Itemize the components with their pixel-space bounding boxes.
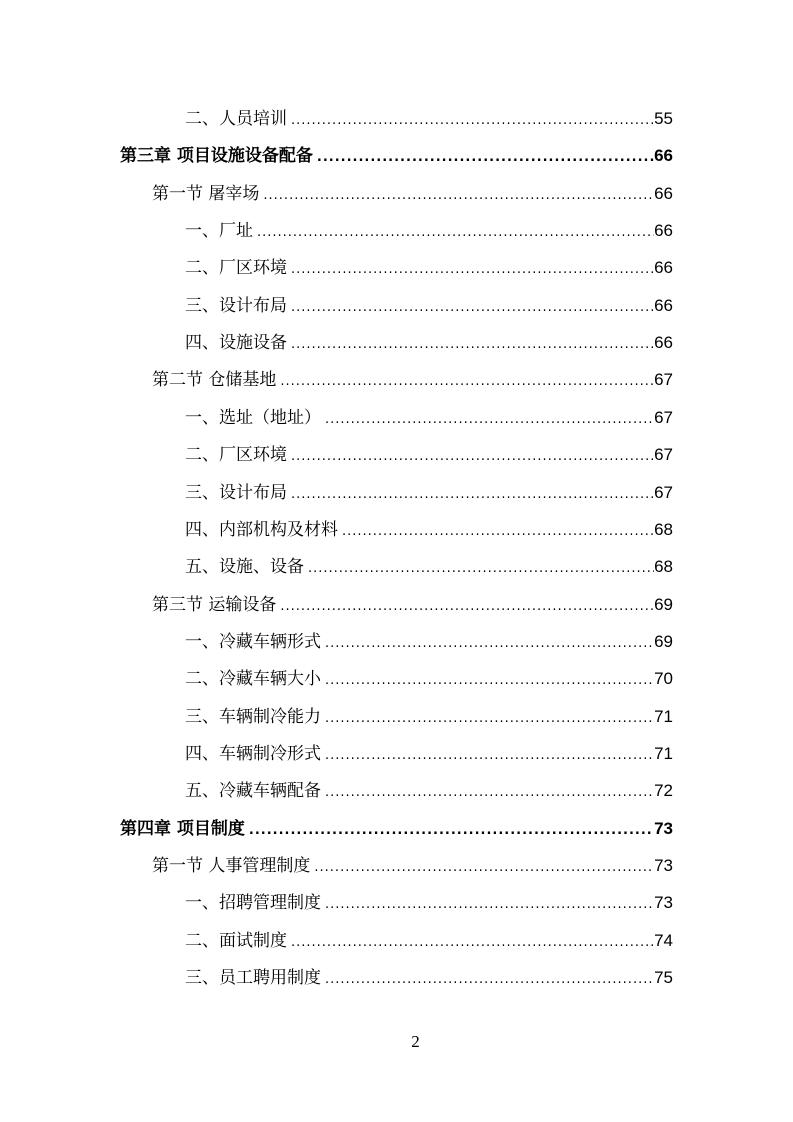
toc-entry-title: 二、人员培训	[185, 109, 287, 129]
toc-entry-page: 73	[654, 818, 673, 838]
dot-leader	[291, 485, 654, 505]
toc-entry-page: 67	[654, 482, 673, 502]
toc-entry-title: 五、冷藏车辆配备	[185, 781, 321, 802]
toc-entry-title: 一、冷藏车辆形式	[185, 631, 321, 652]
toc-item-entry[interactable]	[185, 705, 673, 729]
toc-entry-page: 66	[654, 146, 673, 166]
toc-entry-title: 五、设施、设备	[185, 557, 304, 578]
toc-entry-page: 71	[654, 743, 673, 763]
dot-leader	[257, 223, 654, 243]
dot-leader	[308, 559, 654, 579]
dot-leader	[280, 372, 654, 392]
toc-entry-page: 72	[654, 781, 673, 801]
toc-entry-page: 69	[654, 594, 673, 614]
page-number: 2	[411, 1032, 420, 1051]
toc-entry-page: 73	[654, 893, 673, 913]
dot-leader	[249, 821, 654, 841]
toc-item-entry[interactable]	[185, 443, 673, 467]
toc-entry-page: 75	[654, 968, 673, 988]
toc-entry-title: 四、设施设备	[185, 333, 287, 354]
dot-leader	[291, 111, 654, 131]
dot-leader	[280, 597, 654, 617]
toc-entry-title: 第三节 运输设备	[152, 594, 277, 615]
dot-leader	[291, 298, 654, 318]
toc-entry-title: 四、内部机构及材料	[185, 519, 338, 540]
toc-item-entry[interactable]	[185, 742, 673, 766]
toc-item-entry[interactable]	[185, 294, 673, 318]
toc-item-entry[interactable]	[185, 219, 673, 243]
dot-leader	[314, 858, 654, 878]
toc-entry-title: 三、设计布局	[185, 482, 287, 503]
toc-item-entry[interactable]	[185, 256, 673, 280]
toc-item-entry[interactable]	[185, 555, 673, 579]
toc-entry-page: 66	[654, 295, 673, 315]
toc-item-entry[interactable]	[185, 518, 673, 542]
toc-item-entry[interactable]	[185, 779, 673, 803]
toc-section-entry[interactable]	[152, 182, 673, 206]
toc-entry-page: 73	[654, 856, 673, 875]
toc-item-entry[interactable]	[185, 891, 673, 915]
toc-entry-page: 68	[654, 519, 673, 539]
toc-chapter-entry[interactable]	[120, 817, 673, 841]
dot-leader	[325, 410, 654, 430]
dot-leader	[342, 522, 654, 542]
toc-entry-title: 第一节 人事管理制度	[152, 856, 311, 876]
dot-leader	[325, 783, 654, 803]
toc-entry-title: 第三章 项目设施设备配备	[120, 146, 313, 167]
toc-entry-title: 一、选址（地址）	[185, 407, 321, 428]
dot-leader	[291, 447, 654, 467]
toc-chapter-entry[interactable]	[120, 144, 673, 168]
dot-leader	[325, 671, 654, 691]
toc-entry-title: 三、车辆制冷能力	[185, 706, 321, 727]
toc-item-entry[interactable]	[185, 630, 673, 654]
toc-section-entry[interactable]	[152, 854, 673, 878]
toc-entry-page: 66	[654, 183, 673, 203]
toc-entry-page: 67	[654, 445, 673, 465]
toc-entry-title: 三、员工聘用制度	[185, 968, 321, 989]
toc-entry-page: 71	[654, 706, 673, 726]
dot-leader	[317, 148, 654, 168]
toc-item-entry[interactable]	[185, 929, 673, 953]
toc-entry-title: 第一节 屠宰场	[152, 183, 260, 204]
toc-item-entry[interactable]	[185, 667, 673, 691]
dot-leader	[325, 746, 654, 766]
toc-entry-page: 66	[654, 333, 673, 353]
toc-entry-page: 68	[654, 557, 673, 577]
toc-entry-page: 67	[654, 407, 673, 427]
toc-entry-title: 四、车辆制冷形式	[185, 743, 321, 764]
toc-entry-title: 二、厂区环境	[185, 445, 287, 466]
toc-item-entry[interactable]	[185, 966, 673, 990]
toc-entry-page: 66	[654, 258, 673, 278]
toc-item-entry[interactable]	[185, 406, 673, 430]
toc-entry-title: 一、厂址	[185, 221, 253, 242]
toc-entry-title: 二、冷藏车辆大小	[185, 669, 321, 690]
toc-entry-title: 三、设计布局	[185, 295, 287, 316]
toc-entry-title: 第二节 仓储基地	[152, 370, 277, 391]
toc-entry-page: 67	[654, 370, 673, 390]
toc-item-entry[interactable]	[185, 331, 673, 355]
dot-leader	[291, 335, 654, 355]
toc-entry-page: 74	[654, 930, 673, 950]
dot-leader	[325, 634, 654, 654]
dot-leader	[291, 933, 654, 953]
toc-section-entry[interactable]	[152, 593, 673, 617]
toc-entry-title: 二、厂区环境	[185, 258, 287, 279]
toc-item-entry[interactable]	[185, 107, 673, 131]
toc-entry-title: 一、招聘管理制度	[185, 893, 321, 914]
dot-leader	[325, 970, 654, 990]
toc-entry-page: 69	[654, 631, 673, 651]
toc-entry-title: 第四章 项目制度	[120, 818, 245, 839]
dot-leader	[325, 895, 654, 915]
dot-leader	[291, 260, 654, 280]
toc-entry-page: 70	[654, 669, 673, 689]
dot-leader	[325, 709, 654, 729]
toc-item-entry[interactable]	[185, 481, 673, 505]
toc-section-entry[interactable]	[152, 368, 673, 392]
toc-entry-page: 66	[654, 221, 673, 241]
toc-entry-title: 二、面试制度	[185, 930, 287, 951]
dot-leader	[263, 186, 654, 206]
toc-entry-page: 55	[654, 109, 673, 128]
